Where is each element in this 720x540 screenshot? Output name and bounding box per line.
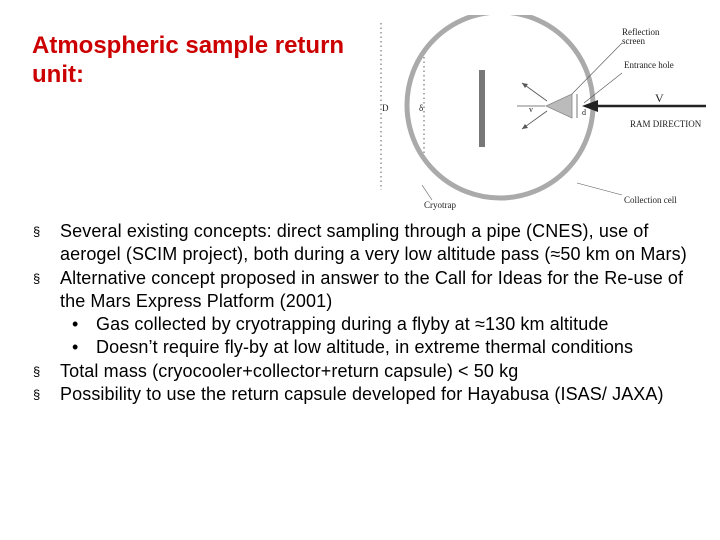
label-delta: δ: [419, 103, 424, 113]
cryotrap-leader: [422, 185, 432, 200]
bullet-text: Possibility to use the return capsule developed for Hayabusa (ISAS/ JAXA): [60, 384, 664, 405]
label-velocity: V: [655, 91, 664, 105]
subbullet-marker: •: [72, 337, 79, 358]
bullet-item: [33, 383, 703, 406]
cryotrap-plate: [479, 70, 485, 147]
bullet-item: [33, 360, 703, 383]
bullet-item: [33, 220, 703, 267]
subbullet-item: [33, 336, 703, 359]
bullet-text: Several existing concepts: direct sampling through a pipe (CNES), use of aerogel (SCIM project), both during a very low altitude pass (≈50 km on Mars): [60, 221, 687, 265]
label-cryotrap: Cryotrap: [424, 200, 456, 210]
subbullet-text: Doesn’t require fly-by at low altitude, in extreme thermal conditions: [96, 337, 634, 358]
bullet-marker: §: [33, 224, 41, 239]
slide-title: Atmospheric sample return unit:: [32, 32, 345, 88]
label-d: d: [582, 108, 586, 117]
label-collection-cell: Collection cell: [624, 195, 677, 205]
diagram-svg: [372, 15, 712, 210]
bullet-text: Total mass (cryocooler+collector+return capsule) < 50 kg: [60, 360, 519, 381]
bullet-item: [33, 267, 703, 314]
bullet-marker: §: [33, 270, 41, 286]
label-D: D: [382, 103, 389, 113]
cryotrap-diagram: [372, 15, 712, 210]
reflection-screen-cone: [546, 94, 572, 118]
label-v: v: [529, 105, 533, 114]
reflection-leader: [572, 43, 622, 94]
label-reflection: Reflection: [622, 27, 660, 37]
bullet-marker: §: [33, 387, 41, 403]
subbullet-item: [33, 313, 703, 336]
bullet-text: Alternative concept proposed in answer to the Call for Ideas for the Re-use of the Mars Express Platform (2001): [60, 267, 684, 311]
label-screen: screen: [622, 36, 645, 46]
bullet-list: [33, 220, 703, 406]
subbullet-text: Gas collected by cryotrapping during a flyby at ≈130 km altitude: [96, 314, 609, 335]
label-ram-direction: RAM DIRECTION: [630, 119, 702, 129]
subbullet-marker: •: [72, 314, 79, 335]
label-entrance-hole: Entrance hole: [624, 60, 674, 70]
bullet-marker: §: [33, 363, 41, 379]
collection-leader: [577, 183, 622, 195]
